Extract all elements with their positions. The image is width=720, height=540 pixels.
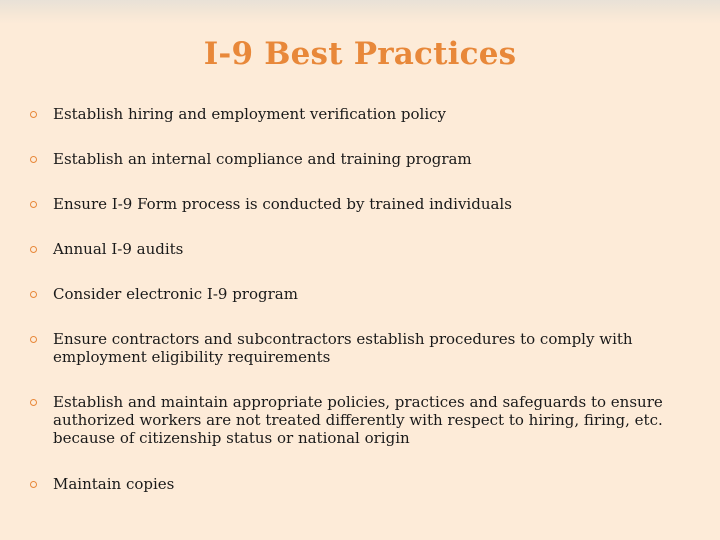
bullet-text: Ensure contractors and subcontractors establish procedures to comply with employment eligibility requirements bbox=[53, 330, 633, 366]
circle-bullet-icon bbox=[30, 481, 37, 488]
bullet-text: Annual I-9 audits bbox=[53, 240, 184, 258]
bullet-text: Establish hiring and employment verification policy bbox=[53, 105, 446, 123]
bullet-text: Consider electronic I-9 program bbox=[53, 285, 298, 303]
circle-bullet-icon bbox=[30, 291, 37, 298]
bullet-text: Ensure I-9 Form process is conducted by trained individuals bbox=[53, 195, 512, 213]
circle-bullet-icon bbox=[30, 246, 37, 253]
top-shade bbox=[0, 0, 720, 24]
bullet-text: Establish and maintain appropriate policies, practices and safeguards to ensure authorized workers are not treated differently with respect to hiring, firing, etc. because of citizenship status or national origin bbox=[53, 393, 663, 447]
bullet-text: Establish an internal compliance and training program bbox=[53, 150, 472, 168]
slide-title: I-9 Best Practices bbox=[203, 36, 517, 72]
circle-bullet-icon bbox=[30, 111, 37, 118]
circle-bullet-icon bbox=[30, 336, 37, 343]
circle-bullet-icon bbox=[30, 201, 37, 208]
circle-bullet-icon bbox=[30, 399, 37, 406]
circle-bullet-icon bbox=[30, 156, 37, 163]
bullet-text: Maintain copies bbox=[53, 475, 175, 493]
